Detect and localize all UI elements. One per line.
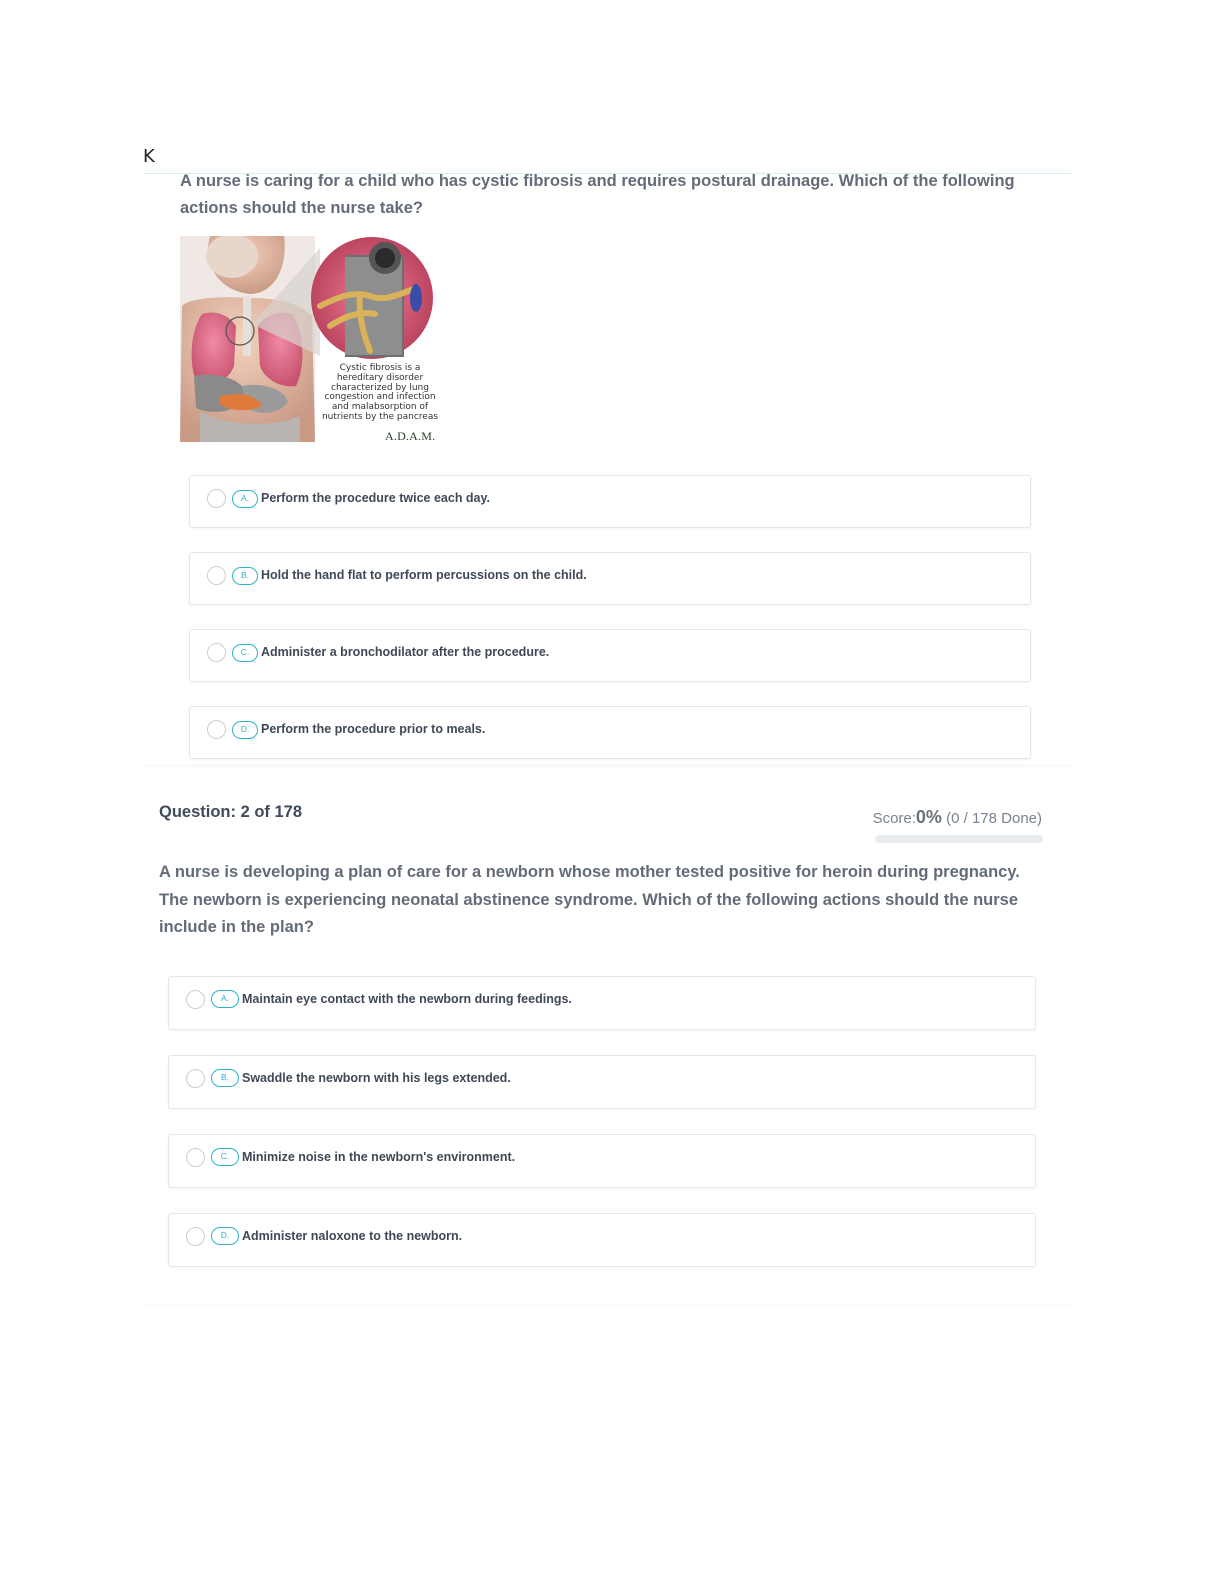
- option-letter-badge: A.: [232, 490, 258, 508]
- option-letter-badge: B.: [232, 567, 258, 585]
- radio-button[interactable]: [207, 566, 226, 585]
- score-display: [873, 807, 1042, 828]
- radio-button[interactable]: [186, 990, 205, 1009]
- figure-caption: Cystic fibrosis is a hereditary disorder characterized by lung congestion and infection and malabsorption of nutrients by the pancreas: [321, 363, 439, 422]
- q2-option-b[interactable]: [168, 1055, 1036, 1109]
- radio-button[interactable]: [186, 1227, 205, 1246]
- radio-button[interactable]: [207, 720, 226, 739]
- section-divider: [143, 764, 1071, 770]
- option-letter-badge: B.: [211, 1069, 239, 1087]
- score-label: Score:: [872, 810, 916, 827]
- option-letter-badge: A.: [211, 990, 239, 1008]
- radio-button[interactable]: [207, 643, 226, 662]
- q1-option-c[interactable]: [189, 629, 1031, 682]
- score-percent: 0%: [915, 807, 942, 827]
- q2-option-d[interactable]: [168, 1213, 1036, 1267]
- cystic-fibrosis-figure: [180, 236, 440, 442]
- option-text: Administer a bronchodilator after the procedure.: [261, 645, 550, 659]
- score-done: (0 / 178 Done): [946, 810, 1042, 827]
- score-progress-bar: [875, 835, 1043, 843]
- adam-logo: A.D.A.M.: [385, 429, 436, 442]
- option-text: Swaddle the newborn with his legs extended.: [242, 1071, 511, 1085]
- option-letter-badge: D.: [211, 1227, 239, 1245]
- option-letter-badge: D.: [232, 721, 258, 739]
- option-text: Perform the procedure twice each day.: [261, 491, 491, 505]
- q1-option-d[interactable]: [189, 706, 1031, 759]
- section-divider: [143, 1304, 1071, 1310]
- q1-option-a[interactable]: [189, 475, 1031, 528]
- question-1-text: A nurse is caring for a child who has cystic fibrosis and requires postural drainage. Which of the following actions should the nurse take?: [180, 172, 1015, 217]
- option-text: Administer naloxone to the newborn.: [242, 1229, 463, 1243]
- q2-option-a[interactable]: [168, 976, 1036, 1030]
- q2-option-c[interactable]: [168, 1134, 1036, 1188]
- radio-button[interactable]: [207, 489, 226, 508]
- question-counter: Question: 2 of 178: [159, 803, 303, 821]
- option-text: Minimize noise in the newborn's environment.: [242, 1150, 516, 1164]
- option-text: Perform the procedure prior to meals.: [261, 722, 486, 736]
- option-text: Maintain eye contact with the newborn during feedings.: [242, 992, 572, 1006]
- option-letter-badge: C.: [211, 1148, 239, 1166]
- radio-button[interactable]: [186, 1148, 205, 1167]
- radio-button[interactable]: [186, 1069, 205, 1088]
- q1-option-b[interactable]: [189, 552, 1031, 605]
- option-text: Hold the hand flat to perform percussions on the child.: [261, 568, 587, 582]
- page-letter: K: [143, 146, 155, 167]
- option-letter-badge: C.: [232, 644, 258, 662]
- question-2-text: A nurse is developing a plan of care for a newborn whose mother tested positive for heroin during pregnancy. The newborn is experiencing neonatal abstinence syndrome. Which of the following actions should the nurse include in the plan?: [159, 863, 1020, 936]
